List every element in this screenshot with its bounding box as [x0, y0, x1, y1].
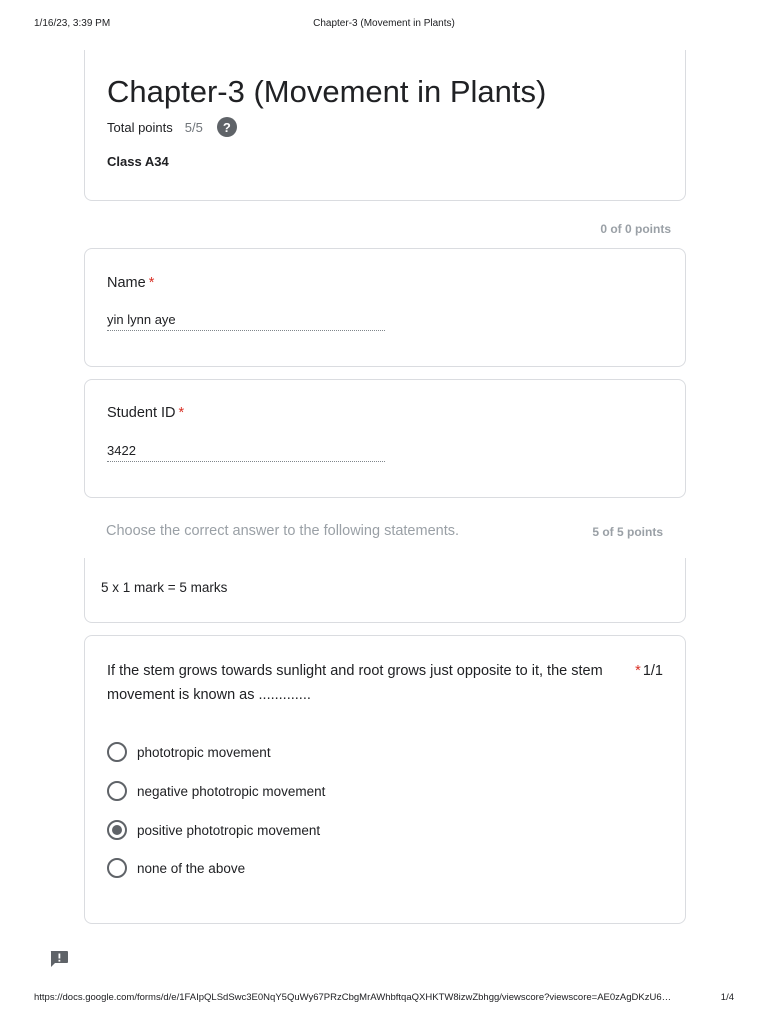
total-points-value: 5/5	[184, 119, 203, 135]
score-value: 1/1	[642, 663, 663, 679]
radio-icon[interactable]	[107, 781, 127, 801]
question-label: Student ID	[107, 405, 176, 421]
total-points-row	[107, 117, 237, 137]
required-asterisk: *	[635, 663, 641, 679]
section-description: 5 x 1 mark = 5 marks	[101, 580, 228, 595]
option-label: negative phototropic movement	[137, 783, 326, 799]
help-circle-icon[interactable]: ?	[217, 117, 237, 137]
radio-icon[interactable]	[107, 742, 127, 762]
option-negative-phototropic-movement[interactable]	[107, 780, 325, 802]
student-id-answer: 3422	[107, 443, 385, 462]
option-none-of-the-above[interactable]	[107, 857, 245, 879]
form-title: Chapter-3 (Movement in Plants)	[107, 74, 547, 109]
print-url: https://docs.google.com/forms/d/e/1FAIpQLSdSwc3E0NqY5QuWy67PRzCbgMrAWhbftqaQXHKTW8izwZbhgg/viewscore?viewscore=AE0zAgDKzU6…	[34, 992, 672, 1003]
radio-icon[interactable]	[107, 858, 127, 878]
print-footer	[34, 992, 734, 1006]
feedback-icon[interactable]	[49, 950, 69, 968]
page-number: 1/4	[720, 992, 734, 1003]
section-points: 0 of 0 points	[600, 222, 671, 236]
option-phototropic-movement[interactable]	[107, 741, 271, 763]
required-asterisk: *	[148, 275, 155, 291]
question-title	[107, 275, 154, 291]
multiple-choice-question-card	[84, 635, 686, 924]
name-answer: yin lynn aye	[107, 312, 385, 331]
form-title-card	[84, 50, 686, 201]
section-description-card	[84, 558, 686, 623]
question-title	[107, 405, 184, 421]
section-title: Choose the correct answer to the following statements.	[106, 523, 460, 539]
total-points-label: Total points	[107, 119, 173, 135]
question-text: If the stem grows towards sunlight and root grows just opposite to it, the stem movement is known as .............	[107, 663, 603, 703]
name-question-card	[84, 248, 686, 367]
radio-selected-icon[interactable]	[107, 820, 127, 840]
question-label: Name	[107, 275, 146, 291]
print-timestamp: 1/16/23, 3:39 PM	[34, 18, 111, 29]
section-points: 5 of 5 points	[592, 525, 663, 539]
option-label: phototropic movement	[137, 744, 271, 760]
option-label: positive phototropic movement	[137, 822, 321, 838]
class-label: Class A34	[107, 154, 169, 169]
print-header	[34, 18, 734, 32]
question-score	[632, 659, 663, 683]
student-id-question-card	[84, 379, 686, 498]
option-label: none of the above	[137, 860, 246, 876]
required-asterisk: *	[178, 405, 185, 421]
print-page-title: Chapter-3 (Movement in Plants)	[313, 18, 455, 29]
option-positive-phototropic-movement[interactable]	[107, 819, 320, 841]
